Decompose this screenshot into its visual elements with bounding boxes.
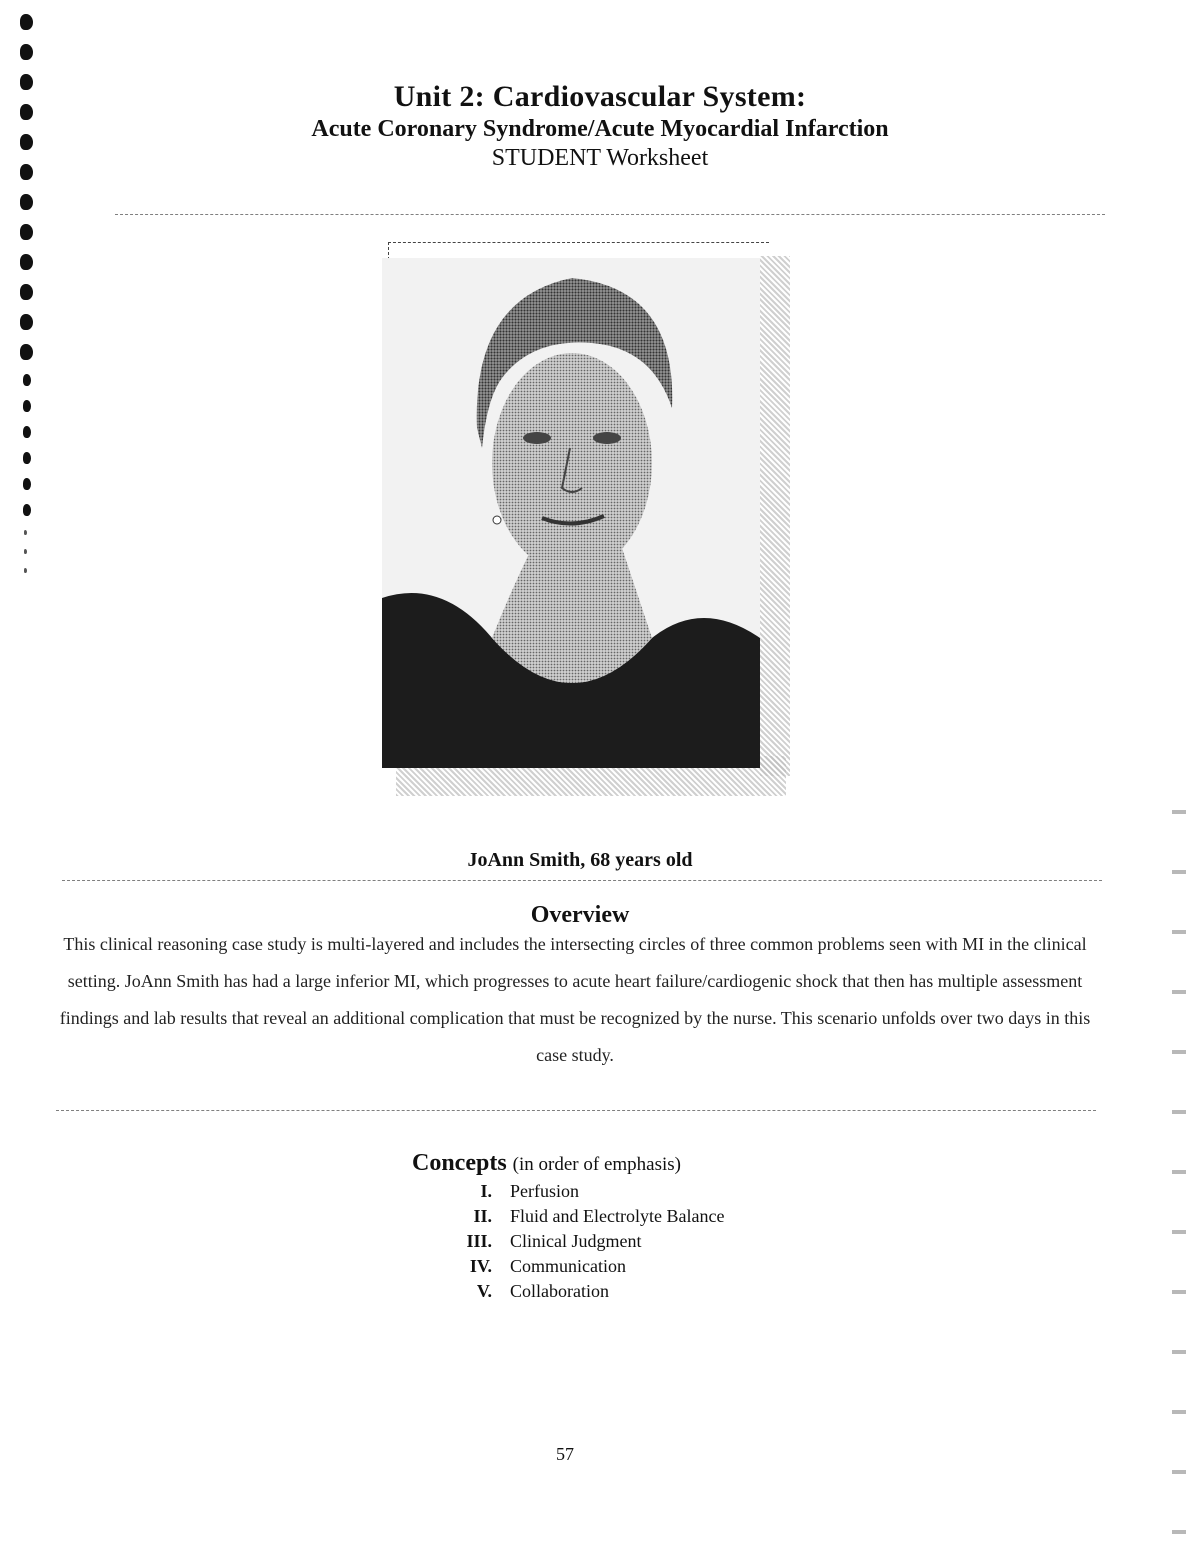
concepts-section	[412, 1150, 724, 1304]
concept-number: V.	[476, 1281, 492, 1301]
patient-photo-frame	[382, 236, 792, 796]
concepts-note: (in order of emphasis)	[512, 1154, 681, 1175]
scan-specks	[1172, 790, 1186, 1540]
concept-label: Fluid and Electrolyte Balance	[510, 1206, 725, 1226]
worksheet-label: STUDENT Worksheet	[491, 145, 709, 171]
binder-holes	[20, 14, 44, 587]
concept-label: Perfusion	[510, 1181, 579, 1201]
concept-item	[412, 1229, 724, 1254]
divider-top	[115, 214, 1105, 215]
patient-photo	[382, 258, 760, 768]
overview-heading: Overview	[530, 902, 630, 928]
page-number: 57	[556, 1444, 574, 1464]
unit-title: Unit 2: Cardiovascular System:	[393, 80, 807, 113]
concept-number: IV.	[469, 1256, 492, 1276]
concept-label: Collaboration	[510, 1281, 609, 1301]
concept-item	[412, 1204, 724, 1229]
concepts-heading	[412, 1150, 724, 1177]
concept-item	[412, 1179, 724, 1204]
page-header	[200, 80, 1000, 172]
concept-label: Clinical Judgment	[510, 1231, 642, 1251]
divider-overview-top	[62, 880, 1102, 881]
unit-subtitle: Acute Coronary Syndrome/Acute Myocardial Infarction	[311, 116, 889, 142]
concept-number: III.	[466, 1231, 492, 1251]
concept-item	[412, 1279, 724, 1304]
concept-number: I.	[480, 1181, 492, 1201]
concepts-list	[412, 1179, 724, 1304]
divider-overview-bottom	[56, 1110, 1096, 1111]
concept-item	[412, 1254, 724, 1279]
overview-text: This clinical reasoning case study is multi-layered and includes the intersecting circles of three common problems seen with MI in the clinical setting. JoAnn Smith has had a large inferior MI, which progresses to acute heart failure/cardiogenic shock that then has multiple assessment findings and lab results that reveal an additional complication that must be recognized by the nurse. This scenario unfolds over two days in this case study.	[59, 934, 1091, 1065]
concept-number: II.	[473, 1206, 492, 1226]
patient-caption: JoAnn Smith, 68 years old	[467, 849, 693, 871]
concepts-title: Concepts	[412, 1150, 507, 1176]
concept-label: Communication	[510, 1256, 626, 1276]
